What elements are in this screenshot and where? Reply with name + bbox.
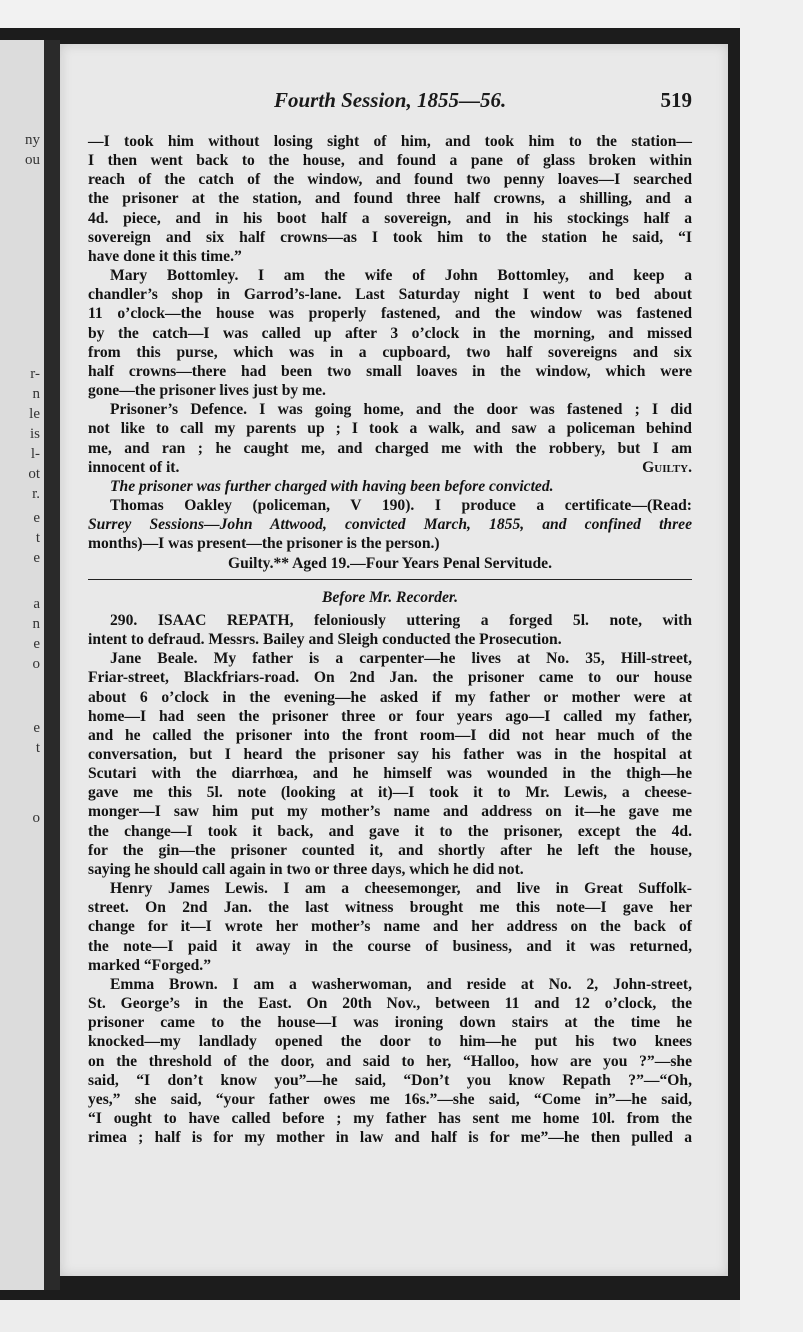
text-line: Surrey Sessions—John Attwood, convicted March, 1855, and confined three <box>88 516 692 534</box>
text-line: from this purse, which was in a cupboard, two half sovereigns and six <box>88 343 692 361</box>
page-header <box>60 88 728 112</box>
text-line: saying he should call again in two or three days, which he did not. <box>88 860 524 878</box>
facing-page-fragment: is <box>29 426 40 442</box>
text-line: innocent of it. <box>88 458 180 476</box>
text-line: chandler’s shop in Garrod’s-lane. Last Saturday night I went to bed about <box>88 286 692 304</box>
text-line: 4d. piece, and in his boot half a sovereign, and in his stockings half a <box>88 209 692 227</box>
scan-bottom-edge <box>0 1300 803 1332</box>
facing-page-fragment: n <box>32 386 40 402</box>
text-line: Friar-street, Blackfriars-road. On 2nd Jan. the prisoner came to our house <box>88 669 692 687</box>
text-line: Scutari with the diarrhœa, and he himself was wounded in the thigh—he <box>88 765 692 783</box>
text-line: conversation, but I heard the prisoner say his father was in the hospital at <box>88 746 692 763</box>
text-line: months)—I was present—the prisoner is the person.) <box>88 535 440 553</box>
facing-page-fragment: e <box>33 510 40 526</box>
book-page <box>60 44 728 1276</box>
facing-page-fragment: e <box>33 720 40 736</box>
facing-page-fragment: a <box>33 596 40 612</box>
text-line: 11 o’clock—the house was properly fastened, and the window was fastened <box>88 305 692 323</box>
text-line: Thomas Oakley (policeman, V 190). I produce a certificate—(Read: <box>110 497 692 515</box>
text-line: the note—I paid it away in the course of business, and it was returned, <box>88 937 692 955</box>
text-line: on the threshold of the door, and said to her, “Halloo, how are you ?”—she <box>88 1052 692 1070</box>
text-line: —I took him without losing sight of him, and took him to the station— <box>88 133 692 150</box>
text-line: for the gin—the prisoner counted it, and shortly after he left the house, <box>88 841 692 859</box>
facing-page-fragment: le <box>29 406 40 422</box>
facing-page-fragment: ny <box>25 132 40 148</box>
text-line: the change—I took it back, and gave it to the prisoner, except the 4d. <box>88 822 692 840</box>
text-line: prisoner came to the house—I was ironing down stairs at the time he <box>88 1014 692 1032</box>
facing-page-fragment: ou <box>25 152 40 168</box>
text-line: Jane Beale. My father is a carpenter—he lives at No. 35, Hill-street, <box>110 650 692 668</box>
text-line: Prisoner’s Defence. I was going home, and the door was fastened ; I did <box>110 401 692 419</box>
text-line: The prisoner was further charged with having been before convicted. <box>110 477 554 495</box>
text-line: reach of the catch of the window, and found two penny loaves—I searched <box>88 171 692 189</box>
text-line: yes,” she said, “your father owes me 16s.”—she said, “Come in”—he said, <box>88 1090 692 1108</box>
facing-page-fragment: l- <box>30 446 40 462</box>
text-line: by the catch—I was called up after 3 o’clock in the morning, and missed <box>88 324 692 342</box>
sentence-line: Guilty.** Aged 19.—Four Years Penal Servitude. <box>227 554 552 572</box>
text-line: gave me this 5l. note (looking at it)—I took it to Mr. Lewis, a cheese- <box>88 784 692 802</box>
scan-right-edge <box>740 0 803 1332</box>
facing-page-fragment: t <box>35 530 40 546</box>
text-line: I then went back to the house, and found a pane of glass broken within <box>88 152 692 170</box>
facing-page-fragment: r. <box>32 486 40 502</box>
text-line: marked “Forged.” <box>88 956 211 974</box>
text-line: rimea ; half is for my mother in law and half is for me”—he then pulled a <box>88 1129 692 1147</box>
text-line: Henry James Lewis. I am a cheesemonger, and live in Great Suffolk- <box>110 880 692 898</box>
text-line: about 6 o’clock in the evening—he asked if my father or mother were at <box>88 688 692 706</box>
text-line: Emma Brown. I am a washerwoman, and reside at No. 2, John-street, <box>110 975 692 993</box>
facing-page-fragment: e <box>33 550 40 566</box>
facing-page-edge <box>0 40 44 1290</box>
text-line: half crowns—there had been two small loaves in the window, which were <box>88 362 692 380</box>
text-line: gone—the prisoner lives just by me. <box>88 382 326 400</box>
text-line: home—I had seen the prisoner three or four years ago—I called my father, <box>88 707 692 725</box>
text-line: sovereign and six half crowns—as I took him to the station he said, “I <box>88 228 692 246</box>
text-line: said, “I don’t know you”—he said, “Don’t you know Repath ?”—“Oh, <box>88 1071 692 1089</box>
text-line: intent to defraud. Messrs. Bailey and Sleigh conducted the Prosecution. <box>88 631 562 649</box>
scan-top-edge <box>0 0 803 28</box>
text-line: change for it—I wrote her mother’s name and her address on the back of <box>88 918 692 936</box>
text-line: not like to call my parents up ; I took a walk, and saw a policeman behind <box>88 420 692 438</box>
text-line: and he called the prisoner into the front room—I did not hear much of the <box>88 726 692 744</box>
section-divider <box>88 579 692 580</box>
facing-page-fragment: ot <box>28 466 40 482</box>
facing-page-fragment: o <box>32 810 40 826</box>
text-line: monger—I saw him put my mother’s name and address on it—he gave me <box>88 803 692 821</box>
text-line: the prisoner at the station, and found three half crowns, a shilling, and a <box>88 190 692 208</box>
running-head: Fourth Session, 1855—56. <box>274 88 507 112</box>
facing-page-fragment: e <box>33 636 40 652</box>
text-line: have done it this time.” <box>88 247 242 265</box>
facing-page-fragment: o <box>32 656 40 672</box>
text-line: 290. ISAAC REPATH, feloniously uttering a forged 5l. note, with <box>110 611 692 629</box>
text-line: me, and ran ; he caught me, and charged me with the robbery, but I am <box>88 439 692 457</box>
page-body <box>88 132 692 1147</box>
book-gutter <box>44 40 60 1290</box>
text-line: street. On 2nd Jan. the last witness brought me this note—I gave her <box>88 899 692 917</box>
facing-page-fragment: t <box>35 740 40 756</box>
section-heading: Before Mr. Recorder. <box>321 588 458 606</box>
page-number: 519 <box>660 88 692 112</box>
facing-page-fragment: r- <box>30 366 40 382</box>
text-line: “I ought to have called before ; my father has sent me home 10l. from the <box>88 1109 692 1127</box>
text-line: knocked—my landlady opened the door to him—he put his two knees <box>88 1033 692 1051</box>
text-line: St. George’s in the East. On 20th Nov., between 11 and 12 o’clock, the <box>88 995 692 1013</box>
facing-page-fragment: n <box>32 616 40 632</box>
text-line: Mary Bottomley. I am the wife of John Bottomley, and keep a <box>110 267 692 285</box>
verdict-line: Guilty. <box>642 458 692 476</box>
